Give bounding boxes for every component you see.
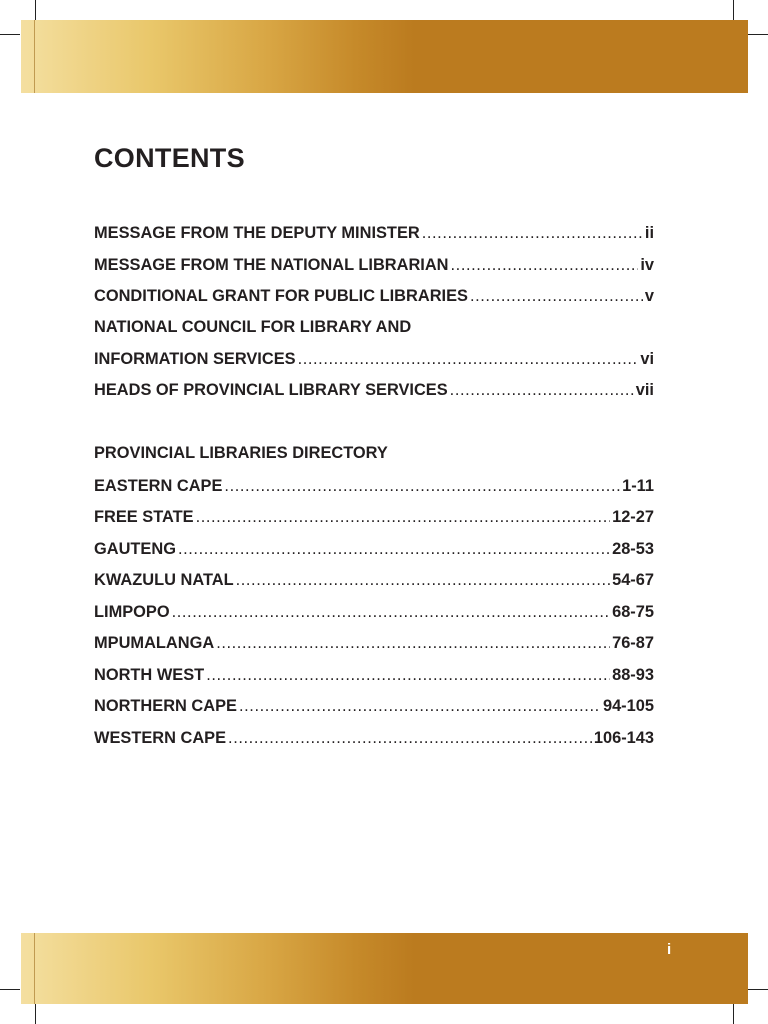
directory-entry[interactable] xyxy=(94,506,654,528)
directory-entry-label: NORTHERN CAPE xyxy=(94,697,237,715)
toc-leader-dots xyxy=(236,569,610,591)
toc-entry[interactable] xyxy=(94,285,654,307)
directory-entry[interactable] xyxy=(94,475,654,497)
directory-entry-label: MPUMALANGA xyxy=(94,634,215,652)
toc-entry-page: vi xyxy=(640,350,654,368)
directory-entry-page: 1-11 xyxy=(622,477,654,495)
directory-entry-label: LIMPOPO xyxy=(94,603,170,621)
toc-leader-dots xyxy=(206,664,610,686)
toc-leader-dots xyxy=(451,254,639,276)
directory-entry[interactable] xyxy=(94,664,654,686)
crop-mark-top-left-h xyxy=(0,34,20,35)
toc-leader-dots xyxy=(216,632,610,654)
toc-entry[interactable] xyxy=(94,254,654,276)
crop-mark-bottom-left-h xyxy=(0,989,20,990)
directory-entry-label: KWAZULU NATAL xyxy=(94,571,234,589)
toc-entry-page: ii xyxy=(644,224,654,242)
toc-entry-label: INFORMATION SERVICES xyxy=(94,350,296,368)
toc-leader-dots xyxy=(224,475,620,497)
toc-entry-page: iv xyxy=(640,256,654,274)
crop-mark-top-right-h xyxy=(748,34,768,35)
toc-entry-label-line1[interactable]: NATIONAL COUNCIL FOR LIBRARY AND xyxy=(94,318,412,336)
toc-leader-dots xyxy=(172,601,610,623)
crop-mark-top-right xyxy=(733,0,734,20)
directory-entry[interactable] xyxy=(94,727,654,749)
directory-entry-page: 54-67 xyxy=(612,571,654,589)
toc-entry-page: vii xyxy=(635,381,654,399)
toc-entry[interactable] xyxy=(94,379,654,401)
toc-leader-dots xyxy=(298,348,639,370)
directory-entry[interactable] xyxy=(94,538,654,560)
toc-entry-label: MESSAGE FROM THE DEPUTY MINISTER xyxy=(94,224,420,242)
directory-entry-label: WESTERN CAPE xyxy=(94,729,227,747)
directory-entry-label: NORTH WEST xyxy=(94,666,205,684)
footer-band xyxy=(21,933,748,1004)
footer-band-edge xyxy=(34,933,35,1004)
toc-leader-dots xyxy=(422,222,643,244)
toc-entry[interactable] xyxy=(94,348,654,370)
directory-entry-page: 88-93 xyxy=(612,666,654,684)
header-band-edge xyxy=(34,20,35,93)
directory-entry[interactable] xyxy=(94,601,654,623)
directory-entry-label: EASTERN CAPE xyxy=(94,477,223,495)
directory-entry-page: 106-143 xyxy=(593,729,654,747)
directory-entry-label: FREE STATE xyxy=(94,508,194,526)
toc-leader-dots xyxy=(178,538,610,560)
directory-entry-page: 94-105 xyxy=(602,697,654,715)
toc-entry-label: HEADS OF PROVINCIAL LIBRARY SERVICES xyxy=(94,381,448,399)
crop-mark-top-left xyxy=(35,0,36,20)
directory-entry-page: 12-27 xyxy=(612,508,654,526)
crop-mark-bottom-right xyxy=(733,1004,734,1024)
page-number: i xyxy=(667,941,672,958)
toc-entry-page: v xyxy=(644,287,654,305)
directory-entry-label: GAUTENG xyxy=(94,540,176,558)
header-band xyxy=(21,20,748,93)
toc-entry[interactable] xyxy=(94,222,654,244)
directory-entry-page: 76-87 xyxy=(612,634,654,652)
directory-entry[interactable] xyxy=(94,569,654,591)
toc-leader-dots xyxy=(196,506,611,528)
toc-entry-label: MESSAGE FROM THE NATIONAL LIBRARIAN xyxy=(94,256,449,274)
toc-entry-label: CONDITIONAL GRANT FOR PUBLIC LIBRARIES xyxy=(94,287,468,305)
crop-mark-bottom-right-h xyxy=(748,989,768,990)
crop-mark-bottom-left xyxy=(35,1004,36,1024)
toc-leader-dots xyxy=(450,379,634,401)
toc-leader-dots xyxy=(239,695,601,717)
directory-entry-page: 68-75 xyxy=(612,603,654,621)
toc-leader-dots xyxy=(470,285,643,307)
directory-entry-page: 28-53 xyxy=(612,540,654,558)
toc-leader-dots xyxy=(228,727,592,749)
directory-entry[interactable] xyxy=(94,695,654,717)
directory-entry[interactable] xyxy=(94,632,654,654)
directory-heading: PROVINCIAL LIBRARIES DIRECTORY xyxy=(94,444,388,462)
page-title: CONTENTS xyxy=(94,143,245,173)
